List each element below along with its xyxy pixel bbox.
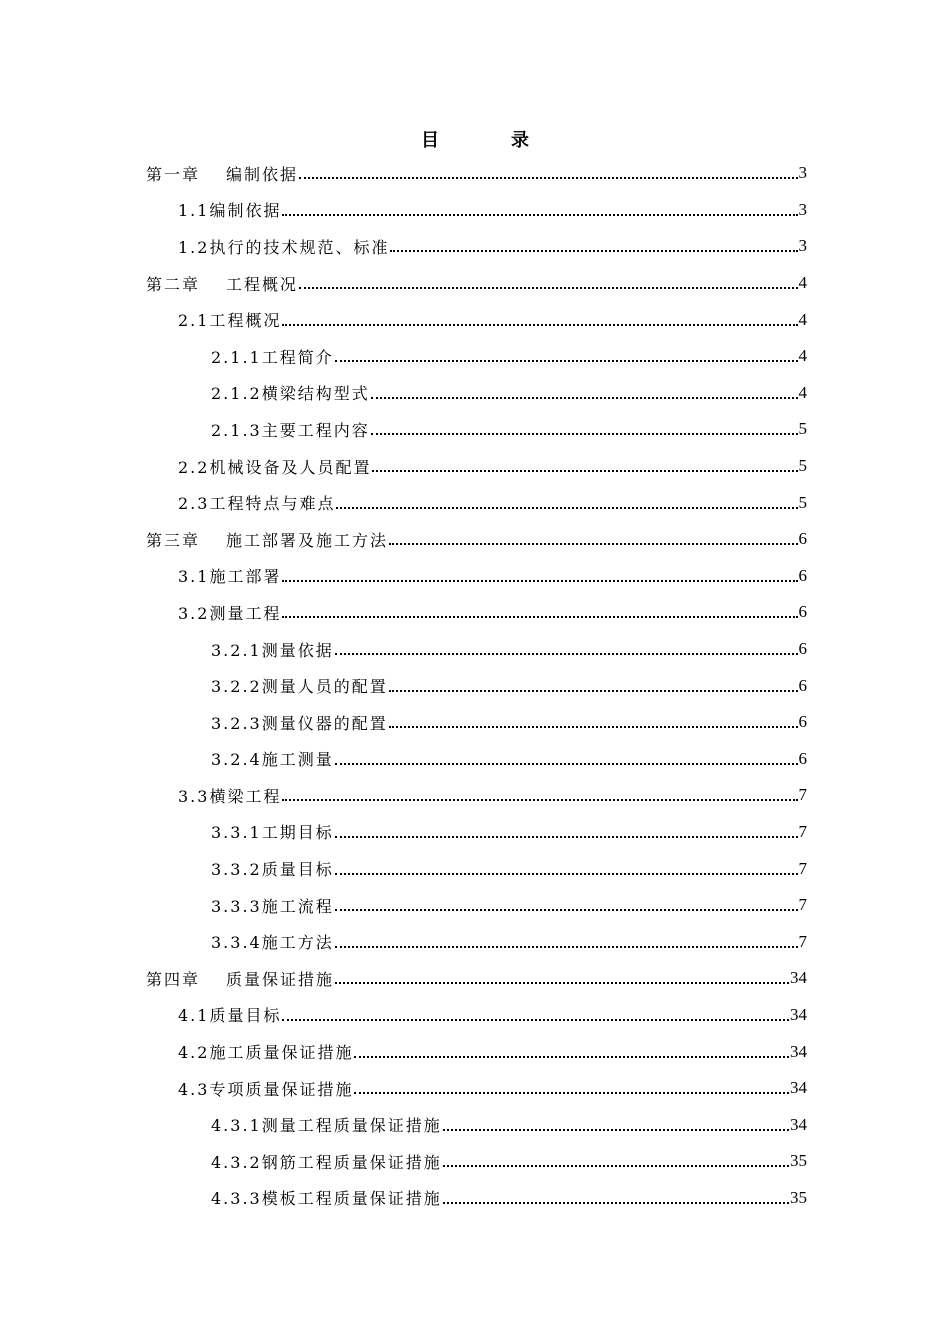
toc-entry-page-number: 4	[798, 273, 807, 293]
toc-entry-label	[178, 198, 281, 221]
toc-entry-text: 施工方法	[261, 933, 334, 953]
toc-entry-page-number: 35	[790, 1187, 807, 1207]
toc-entry-text: 测量仪器的配置	[261, 713, 388, 733]
toc-entry-page-number: 4	[798, 309, 807, 329]
toc-entry-number: 4.3.3	[211, 1189, 262, 1209]
toc-entry[interactable]	[146, 594, 807, 631]
toc-entry-number: 第四章	[146, 969, 201, 989]
toc-entry-label	[178, 308, 281, 331]
toc-entry-page-number: 7	[798, 931, 807, 951]
toc-entry-label	[211, 345, 334, 368]
toc-entry[interactable]	[146, 448, 807, 485]
toc-entry-page-number: 3	[798, 163, 807, 183]
toc-entry-number: 4.3.2	[211, 1152, 262, 1172]
toc-entry-label	[178, 455, 371, 478]
toc-title	[0, 126, 950, 152]
toc-entry-page-number: 5	[798, 419, 807, 439]
toc-entry-leader	[389, 714, 798, 728]
toc-entry-label	[178, 1077, 353, 1100]
toc-entry-number: 3.3.4	[211, 933, 262, 953]
toc-entry-page-number: 5	[798, 492, 807, 512]
toc-entry-label	[211, 820, 334, 843]
toc-entry-page-number: 6	[798, 712, 807, 732]
toc-entry[interactable]	[146, 850, 807, 887]
toc-entry-page-number: 6	[798, 675, 807, 695]
toc-entry-page-number: 34	[790, 1114, 807, 1134]
toc-entry-leader	[389, 678, 798, 692]
toc-entry[interactable]	[146, 265, 807, 302]
toc-entry-label	[178, 601, 281, 624]
toc-entry-leader	[335, 824, 798, 838]
toc-entry-leader	[299, 165, 797, 179]
toc-entry-number: 3.2.1	[211, 640, 262, 660]
toc-entry-leader	[335, 897, 798, 911]
toc-entry[interactable]	[146, 923, 807, 960]
toc-entry-label	[211, 1113, 442, 1136]
toc-entry-number: 1.2	[178, 237, 210, 257]
toc-entry-label	[211, 1186, 442, 1209]
toc-entry-number: 3.3.3	[211, 896, 262, 916]
toc-entry-page-number: 34	[790, 1004, 807, 1024]
toc-entry[interactable]	[146, 192, 807, 229]
toc-entry-leader	[371, 385, 798, 399]
toc-entry[interactable]	[146, 1070, 807, 1107]
toc-entry-text: 工程简介	[261, 347, 334, 367]
toc-entry-number: 2.1.3	[211, 420, 262, 440]
toc-entry[interactable]	[146, 704, 807, 741]
toc-entry-label	[178, 235, 389, 258]
toc-entry-number: 第三章	[146, 530, 201, 550]
toc-entry-number: 3.3.2	[211, 860, 262, 880]
toc-entry-leader	[372, 458, 797, 472]
toc-entry-number: 2.3	[178, 494, 210, 514]
toc-entry[interactable]	[146, 1143, 807, 1180]
toc-entry-text: 横梁结构型式	[261, 384, 370, 404]
toc-entry[interactable]	[146, 558, 807, 595]
toc-entry-text: 执行的技术规范、标准	[209, 237, 390, 257]
toc-entry-page-number: 6	[798, 529, 807, 549]
toc-entry-text: 施工部署及施工方法	[226, 530, 389, 550]
toc-entry[interactable]	[146, 155, 807, 192]
toc-entry[interactable]	[146, 1180, 807, 1217]
toc-entry-number: 1.1	[178, 201, 210, 221]
toc-entry-text: 主要工程内容	[261, 420, 370, 440]
toc-entry-leader	[390, 238, 797, 252]
toc-entry-page-number: 34	[790, 1041, 807, 1061]
toc-entry-text: 模板工程质量保证措施	[261, 1189, 442, 1209]
toc-entry[interactable]	[146, 484, 807, 521]
toc-entry-number: 4.2	[178, 1043, 210, 1063]
toc-entry-page-number: 35	[790, 1151, 807, 1171]
toc-entry-label	[211, 930, 334, 953]
toc-title-part1: 目	[421, 130, 439, 151]
toc-entry-page-number: 6	[798, 639, 807, 659]
toc-entry-page-number: 5	[798, 456, 807, 476]
toc-entry[interactable]	[146, 228, 807, 265]
toc-entry-label	[146, 162, 298, 185]
toc-entry-number: 4.1	[178, 1006, 210, 1026]
toc-entry-text: 测量人员的配置	[261, 677, 388, 697]
toc-entry-leader	[335, 348, 798, 362]
toc-entry-label	[211, 857, 334, 880]
toc-entry[interactable]	[146, 338, 807, 375]
toc-entry-text: 专项质量保证措施	[209, 1079, 354, 1099]
toc-entry[interactable]	[146, 814, 807, 851]
toc-entry-number: 4.3.1	[211, 1116, 262, 1136]
toc-entry-text: 施工测量	[261, 750, 334, 770]
toc-entry-label	[146, 272, 298, 295]
toc-entry-number: 2.1.1	[211, 347, 262, 367]
toc-entry[interactable]	[146, 375, 807, 412]
toc-entry-label	[211, 418, 370, 441]
toc-entry[interactable]	[146, 777, 807, 814]
toc-entry-number: 3.1	[178, 567, 210, 587]
toc-entry[interactable]	[146, 1106, 807, 1143]
toc-entry[interactable]	[146, 631, 807, 668]
toc-entry-label	[178, 1040, 353, 1063]
toc-entry[interactable]	[146, 997, 807, 1034]
toc-entry-number: 3.3	[178, 786, 210, 806]
toc-entry-leader	[443, 1153, 789, 1167]
toc-entry[interactable]	[146, 301, 807, 338]
toc-entry-page-number: 4	[798, 382, 807, 402]
toc-entry-number: 2.1.2	[211, 384, 262, 404]
toc-entry-page-number: 6	[798, 565, 807, 585]
toc-entry-number: 4.3	[178, 1079, 210, 1099]
toc-entry-leader	[299, 275, 797, 289]
toc-entry-number: 第一章	[146, 164, 201, 184]
toc-entry-text: 施工质量保证措施	[209, 1043, 354, 1063]
toc-entry-text: 工程概况	[226, 274, 299, 294]
toc-entry-label	[178, 564, 281, 587]
toc-entry-text: 质量目标	[261, 860, 334, 880]
toc-entry-label	[146, 528, 388, 551]
toc-entry-leader	[443, 1117, 789, 1131]
toc-entry-text: 测量依据	[261, 640, 334, 660]
toc-entry-leader	[282, 1007, 789, 1021]
toc-entry-leader	[282, 312, 797, 326]
toc-entry-text: 质量保证措施	[226, 969, 335, 989]
toc-entry-label	[211, 638, 334, 661]
toc-entry-leader	[335, 934, 798, 948]
toc-entry-text: 质量目标	[209, 1006, 282, 1026]
toc-entry[interactable]	[146, 960, 807, 997]
toc-entry[interactable]	[146, 887, 807, 924]
toc-entry-label	[211, 1150, 442, 1173]
toc-entry-text: 工程概况	[209, 311, 282, 331]
toc-entry-page-number: 7	[798, 895, 807, 915]
toc-entry-text: 测量工程质量保证措施	[261, 1116, 442, 1136]
toc-entry-leader	[354, 1080, 789, 1094]
toc-entry-label	[211, 894, 334, 917]
toc-entry-leader	[443, 1190, 789, 1204]
toc-entry-number: 3.2.3	[211, 713, 262, 733]
toc-entry-label	[178, 491, 335, 514]
toc-entry-text: 编制依据	[209, 201, 282, 221]
toc-entry[interactable]	[146, 521, 807, 558]
toc-entry-text: 施工部署	[209, 567, 282, 587]
toc-entry-number: 2.2	[178, 457, 210, 477]
toc-entry-page-number: 34	[790, 968, 807, 988]
toc-entry-leader	[335, 970, 789, 984]
toc-entry-text: 工期目标	[261, 823, 334, 843]
toc-list	[146, 155, 807, 1216]
toc-entry-leader	[335, 641, 798, 655]
toc-entry-number: 第二章	[146, 274, 201, 294]
toc-title-part2: 录	[511, 130, 529, 151]
toc-entry[interactable]	[146, 741, 807, 778]
toc-entry-label	[211, 674, 388, 697]
toc-entry-text: 工程特点与难点	[209, 494, 336, 514]
toc-entry-label	[211, 711, 388, 734]
toc-entry-page-number: 6	[798, 602, 807, 622]
toc-entry-text: 施工流程	[261, 896, 334, 916]
toc-entry-label	[178, 784, 281, 807]
toc-entry-page-number: 7	[798, 821, 807, 841]
toc-entry-leader	[282, 787, 797, 801]
toc-entry-leader	[282, 202, 797, 216]
toc-entry-label	[146, 967, 334, 990]
toc-entry-leader	[389, 531, 797, 545]
toc-entry-leader	[335, 751, 798, 765]
toc-entry-label	[178, 1003, 281, 1026]
toc-entry-number: 3.2.2	[211, 677, 262, 697]
toc-entry-number: 3.2	[178, 603, 210, 623]
toc-entry-text: 编制依据	[226, 164, 299, 184]
toc-entry-text: 横梁工程	[209, 786, 282, 806]
toc-entry-leader	[282, 604, 797, 618]
toc-entry-page-number: 7	[798, 785, 807, 805]
toc-entry-page-number: 3	[798, 199, 807, 219]
toc-entry-page-number: 7	[798, 858, 807, 878]
toc-entry-page-number: 6	[798, 748, 807, 768]
toc-entry-leader	[336, 495, 797, 509]
toc-entry[interactable]	[146, 411, 807, 448]
toc-entry-label	[211, 747, 334, 770]
toc-entry-label	[211, 381, 370, 404]
toc-entry-number: 2.1	[178, 311, 210, 331]
toc-entry-leader	[371, 421, 798, 435]
toc-entry-leader	[354, 1044, 789, 1058]
toc-entry-leader	[282, 568, 797, 582]
toc-entry-page-number: 4	[798, 346, 807, 366]
toc-entry[interactable]	[146, 667, 807, 704]
toc-entry-page-number: 34	[790, 1078, 807, 1098]
toc-entry-leader	[335, 861, 798, 875]
toc-entry-text: 钢筋工程质量保证措施	[261, 1152, 442, 1172]
toc-entry-number: 3.3.1	[211, 823, 262, 843]
toc-entry-text: 测量工程	[209, 603, 282, 623]
toc-entry-number: 3.2.4	[211, 750, 262, 770]
toc-entry-page-number: 3	[798, 236, 807, 256]
toc-entry-text: 机械设备及人员配置	[209, 457, 372, 477]
toc-entry[interactable]	[146, 1033, 807, 1070]
